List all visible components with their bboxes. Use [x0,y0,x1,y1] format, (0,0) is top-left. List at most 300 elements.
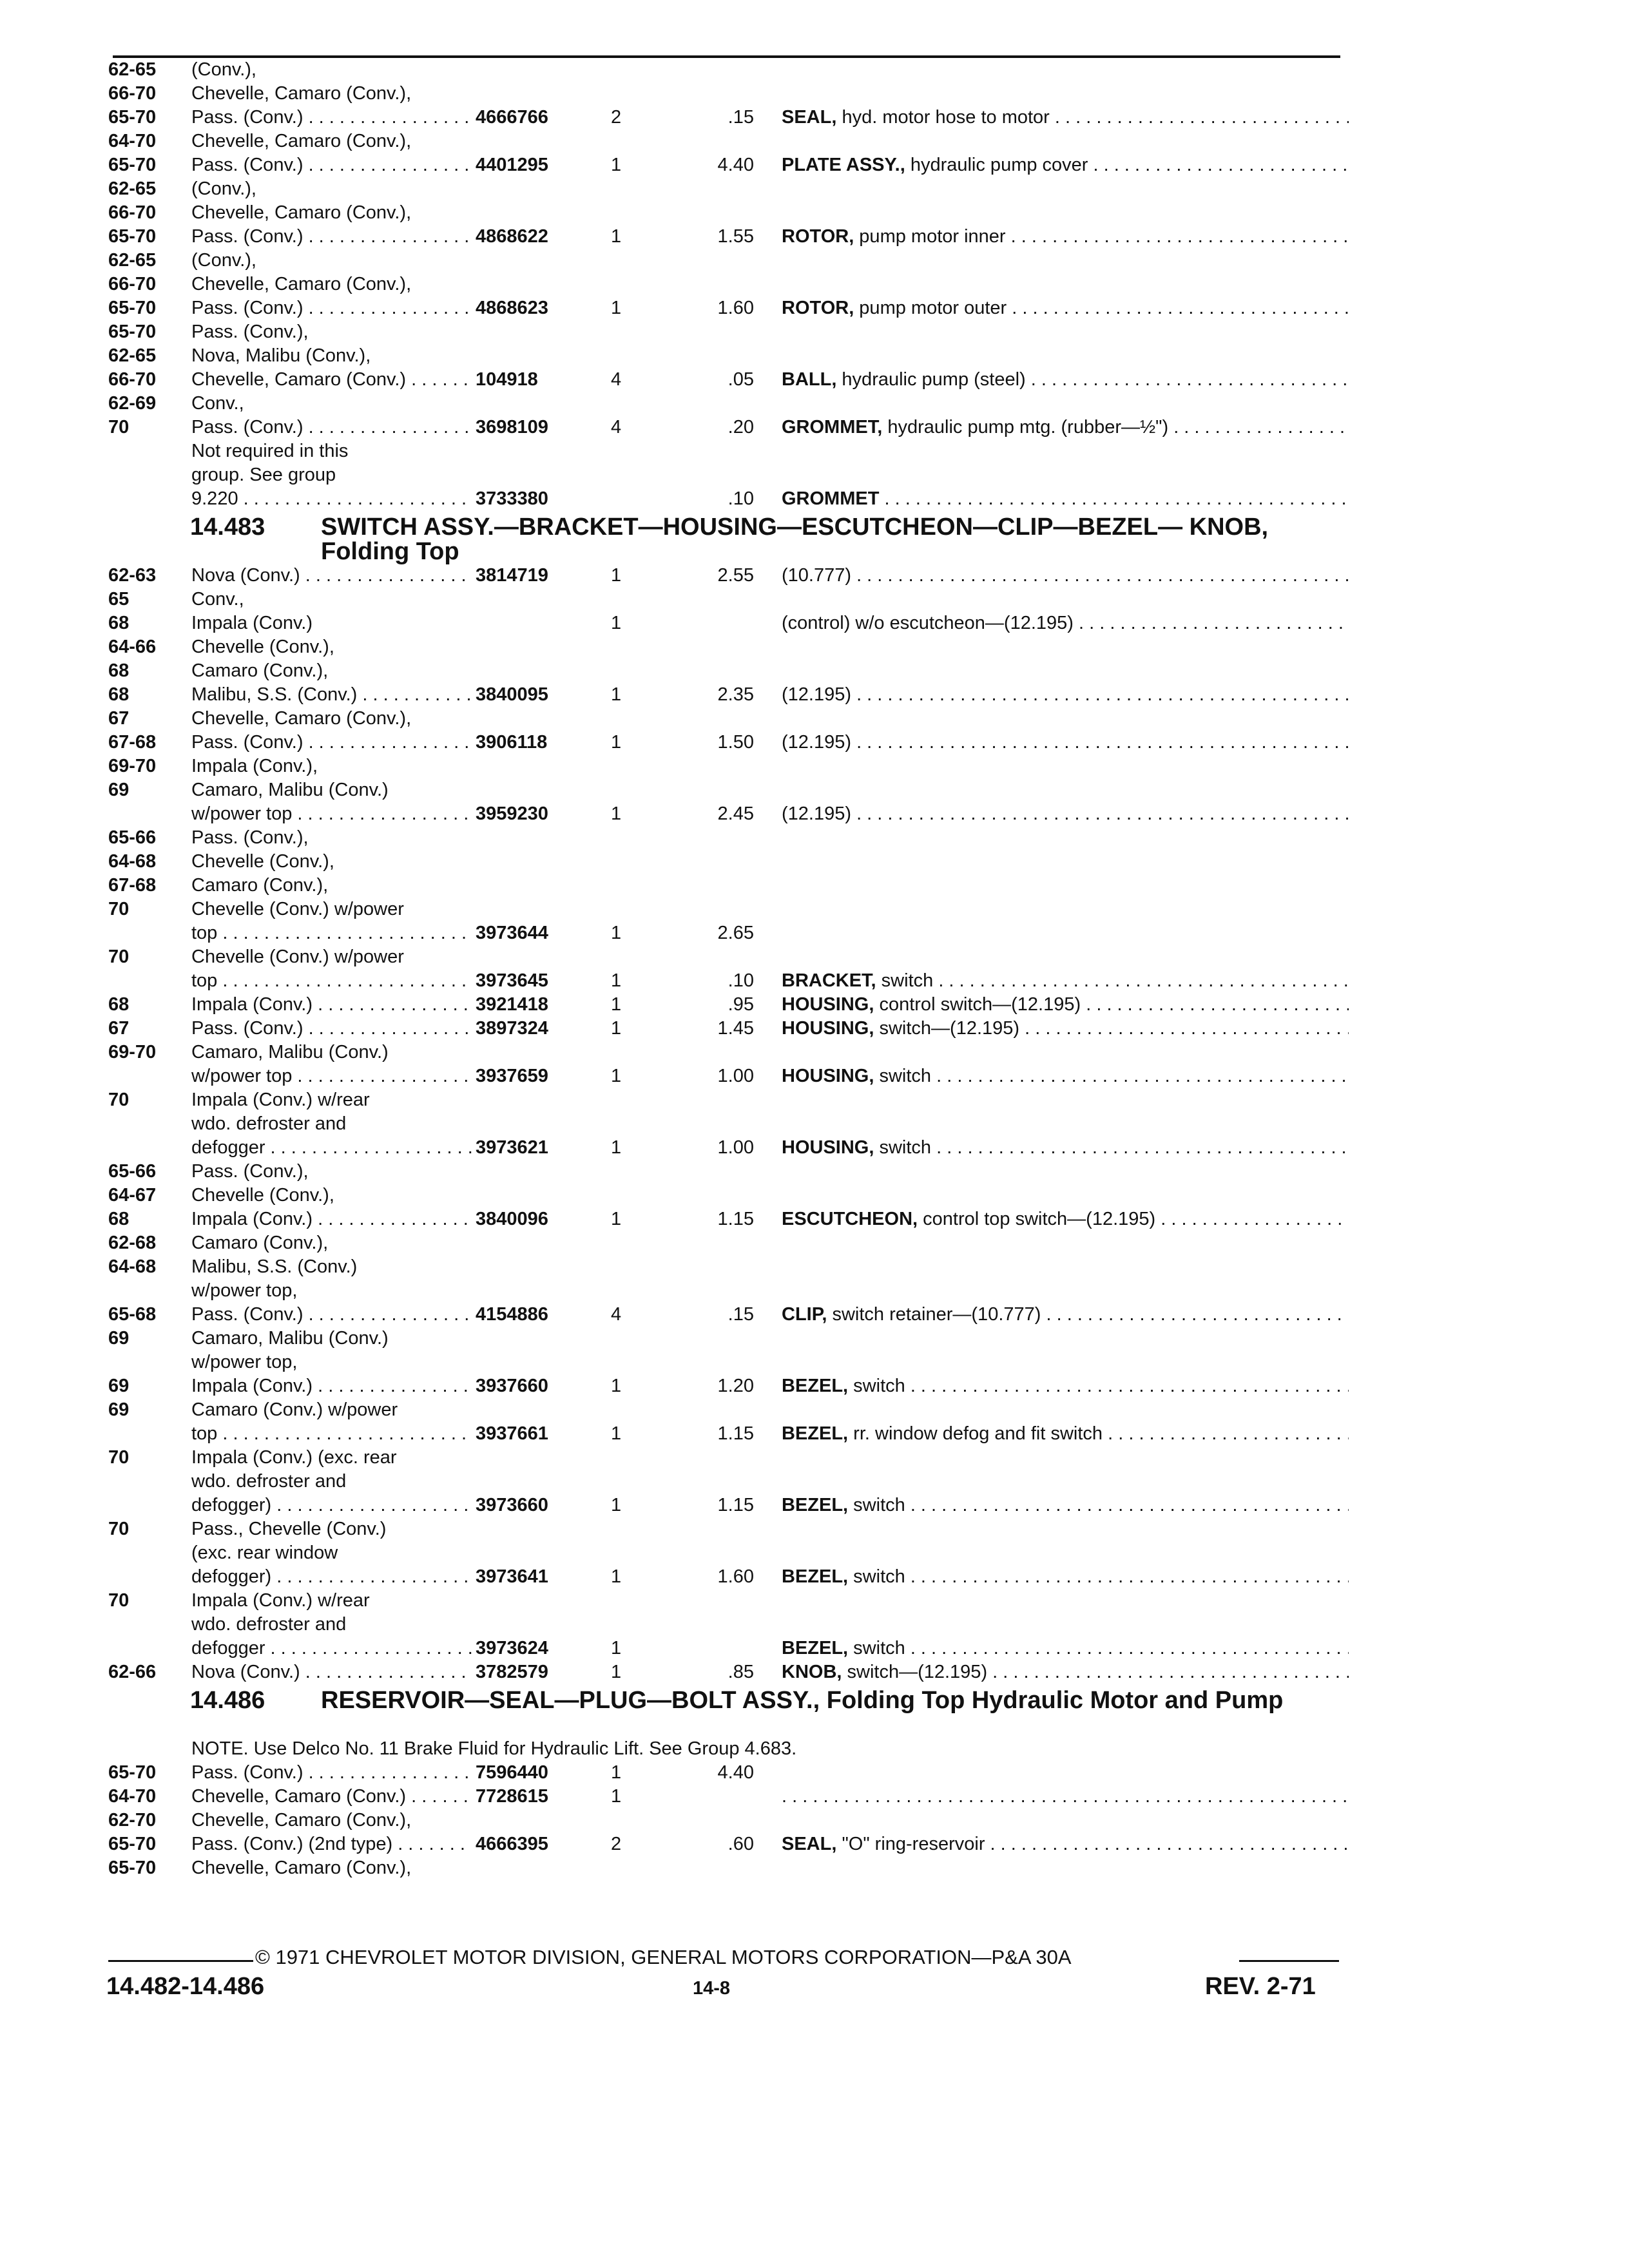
model-year: 65-70 [108,1858,157,1878]
model-year: 65-66 [108,827,157,848]
list-item [0,1446,1629,1470]
model-year: 68 [108,684,130,705]
part-detail: switch—(12.195) [874,1018,1020,1039]
model-year: 62-70 [108,1810,157,1831]
list-item [0,1856,1629,1880]
model-application: Impala (Conv.) . . . [191,1374,472,1398]
model-application: Impala (Conv.) [191,613,313,633]
price: .15 [728,1304,754,1325]
model-application: Chevelle, Camaro (Conv.), [191,274,412,294]
model-application: defogger . . . [191,1136,472,1160]
model-year: 70 [108,947,130,967]
list-item [0,273,1629,296]
quantity: 1 [611,613,622,633]
part-detail: switch [876,970,934,991]
list-item [0,1613,1629,1637]
quantity: 1 [611,1662,622,1682]
quantity: 1 [611,1209,622,1229]
part-number: 7728615 [476,1786,548,1807]
quantity: 1 [611,1638,622,1658]
part-number: 3973641 [476,1566,548,1587]
model-application: Chevelle, Camaro (Conv.), [191,202,412,223]
model-year: 62-65 [108,345,157,366]
list-item [0,802,1629,826]
quantity: 1 [611,1762,622,1783]
model-year: 65-70 [108,226,157,247]
list-item [0,1279,1629,1303]
quantity: 1 [611,923,622,943]
part-description [782,368,1349,392]
list-item [0,225,1629,249]
list-item [0,588,1629,611]
price: 1.15 [717,1495,754,1515]
part-description [782,1660,1349,1684]
copyright-text: © 1971 CHEVROLET MOTOR DIVISION, GENERAL MOTORS CORPORATION—P&A 30A [255,1946,1072,1968]
parts-list [0,58,1629,1880]
part-description [782,802,1349,826]
model-application: Chevelle (Conv.), [191,637,334,657]
list-item [0,635,1629,659]
part-description [782,1017,1349,1041]
list-item [0,1785,1629,1809]
group-number: 14.483 [190,514,265,541]
price: 1.50 [717,732,754,753]
part-detail: (10.777) [782,565,852,586]
footer-rule-right [1239,1960,1339,1962]
list-item [0,1231,1629,1255]
quantity: 2 [611,107,622,128]
part-description [782,1303,1349,1327]
model-year: 65-66 [108,1161,157,1182]
model-year: 62-63 [108,565,157,586]
part-number: 3937660 [476,1376,548,1396]
model-application: w/power top, [191,1352,298,1372]
model-year: 64-68 [108,851,157,872]
list-item [0,1160,1629,1184]
price: 1.55 [717,226,754,247]
quantity: 1 [611,994,622,1015]
model-year: 62-68 [108,1233,157,1253]
list-item [0,1761,1629,1785]
list-item [0,1327,1629,1350]
quantity: 1 [611,565,622,586]
model-year: 65-68 [108,1304,157,1325]
model-year: 69-70 [108,1042,157,1062]
part-description [782,1832,1349,1856]
entries-reservoir [0,1761,1629,1880]
part-number: 3973660 [476,1495,548,1515]
model-year: 67-68 [108,732,157,753]
part-description [782,564,1349,588]
list-item [0,1422,1629,1446]
price: .10 [728,970,754,991]
part-number: 4401295 [476,155,548,175]
list-item [0,874,1629,898]
model-application: Chevelle, Camaro (Conv.), [191,708,412,729]
part-description [782,1207,1349,1231]
model-application: top . . . [191,969,472,993]
part-detail: hyd. motor hose to motor [836,107,1050,128]
part-detail: switch [848,1566,905,1587]
part-description [782,611,1349,635]
model-application: defogger . . . [191,1637,472,1660]
part-number: 3840095 [476,684,548,705]
list-item [0,1660,1629,1684]
model-application: Conv., [191,393,244,414]
part-number: 3782579 [476,1662,548,1682]
model-application: Nova (Conv.) . . . [191,564,472,588]
part-number: 4154886 [476,1304,548,1325]
model-year: 69 [108,1376,130,1396]
part-detail: pump motor inner [854,226,1006,247]
list-item [0,1374,1629,1398]
part-detail: (12.195) [782,732,852,753]
model-year: 69-70 [108,756,157,776]
model-application: Pass. (Conv.), [191,322,309,342]
list-item [0,368,1629,392]
model-application: w/power top, [191,1280,298,1301]
model-application: Impala (Conv.) w/rear [191,1090,370,1110]
list-item [0,1041,1629,1064]
model-application: wdo. defroster and [191,1471,347,1492]
model-year: 70 [108,1590,130,1611]
model-year: 65-70 [108,107,157,128]
quantity: 1 [611,803,622,824]
part-number: 3973621 [476,1137,548,1158]
group-title: SWITCH ASSY.—BRACKET—HOUSING—ESCUTCHEON—CLIP—BEZEL— KNOB, Folding Top [321,514,1269,565]
part-description [782,1064,1349,1088]
model-application: Chevelle, Camaro (Conv.), [191,1858,412,1878]
model-year: 66-70 [108,274,157,294]
model-application: top . . . [191,1422,472,1446]
price: .60 [728,1834,754,1854]
part-number: 3897324 [476,1018,548,1039]
price: .15 [728,107,754,128]
model-application: 9.220 . . . [191,487,472,511]
price: 2.35 [717,684,754,705]
part-name: BEZEL, [782,1638,849,1658]
model-year: 64-66 [108,637,157,657]
list-item [0,1350,1629,1374]
part-detail: hydraulic pump mtg. (rubber—½") [882,417,1169,437]
model-year: 62-65 [108,178,157,199]
part-description [782,1374,1349,1398]
model-application: Pass. (Conv.) . . . [191,1017,472,1041]
part-description [782,731,1349,754]
part-description [782,683,1349,707]
part-description [782,225,1349,249]
part-number: 3733380 [476,488,548,509]
price: 1.00 [717,1137,754,1158]
part-description [782,296,1349,320]
model-application: Pass. (Conv.) (2nd type) . . . [191,1832,472,1856]
part-detail: pump motor outer [854,298,1007,318]
part-number: 3973645 [476,970,548,991]
model-year: 67-68 [108,875,157,896]
price: .95 [728,994,754,1015]
part-number: 3840096 [476,1209,548,1229]
list-item [0,826,1629,850]
quantity: 1 [611,155,622,175]
model-application: Chevelle, Camaro (Conv.) . . . [191,1785,472,1809]
part-detail: (control) w/o escutcheon—(12.195) [782,613,1074,633]
part-detail: hydraulic pump cover [905,155,1088,175]
model-application: (Conv.), [191,59,256,80]
quantity: 1 [611,970,622,991]
quantity: 1 [611,732,622,753]
list-item [0,659,1629,683]
list-item [0,945,1629,969]
model-application: Impala (Conv.) (exc. rear [191,1447,397,1468]
model-application: group. See group [191,465,336,485]
part-number: 4868622 [476,226,548,247]
page-number: 14-8 [693,1978,731,1999]
model-year: 65-70 [108,322,157,342]
quantity: 1 [611,1495,622,1515]
model-application: Malibu, S.S. (Conv.) [191,1256,358,1277]
price: .10 [728,488,754,509]
model-year: 65-70 [108,155,157,175]
group-heading [0,1684,1629,1732]
model-application: Chevelle, Camaro (Conv.), [191,1810,412,1831]
part-description [782,487,1349,511]
list-item [0,921,1629,945]
note-text: NOTE. Use Delco No. 11 Brake Fluid for Hydraulic Lift. See Group 4.683. [191,1738,797,1759]
model-application: Impala (Conv.), [191,756,318,776]
part-detail: switch retainer—(10.777) [827,1304,1041,1325]
model-application: Chevelle (Conv.), [191,1185,334,1206]
part-name: SEAL, [782,1834,837,1854]
part-detail: "O" ring-reservoir [836,1834,985,1854]
group-number: 14.486 [190,1687,265,1714]
price: 1.15 [717,1209,754,1229]
list-item [0,1398,1629,1422]
model-application: Pass. (Conv.) . . . [191,106,472,130]
model-application: Pass. (Conv.), [191,1161,309,1182]
list-item [0,611,1629,635]
list-item [0,1255,1629,1279]
model-application: Chevelle (Conv.), [191,851,334,872]
part-name: ESCUTCHEON, [782,1209,918,1229]
part-name: BALL, [782,369,837,390]
list-item [0,969,1629,993]
list-item [0,683,1629,707]
price: 1.60 [717,1566,754,1587]
model-application: Pass. (Conv.) . . . [191,731,472,754]
price: 1.60 [717,298,754,318]
part-detail: switch [848,1495,905,1515]
model-application: Impala (Conv.) w/rear [191,1590,370,1611]
part-name: SEAL, [782,107,837,128]
list-item [0,1494,1629,1517]
model-year: 66-70 [108,369,157,390]
part-detail: switch [874,1066,932,1086]
list-item [0,707,1629,731]
quantity: 1 [611,1018,622,1039]
part-name: HOUSING, [782,1066,874,1086]
list-item [0,1184,1629,1207]
model-application: Impala (Conv.) . . . [191,1207,472,1231]
model-year: 70 [108,1519,130,1539]
part-detail: switch—(12.195) [842,1662,988,1682]
part-detail: switch [848,1376,905,1396]
model-year: 62-65 [108,250,157,271]
list-item [0,153,1629,177]
model-year: 64-70 [108,131,157,151]
quantity: 1 [611,1566,622,1587]
quantity: 1 [611,1066,622,1086]
model-application: Pass. (Conv.) . . . [191,225,472,249]
model-application: Pass. (Conv.) . . . [191,153,472,177]
model-application: (exc. rear window [191,1542,338,1563]
model-application: Malibu, S.S. (Conv.) . . . [191,683,472,707]
part-number: 3814719 [476,565,548,586]
quantity: 1 [611,1423,622,1444]
model-application: Pass. (Conv.) . . . [191,296,472,320]
model-year: 66-70 [108,83,157,104]
part-number: 3698109 [476,417,548,437]
quantity: 1 [611,1376,622,1396]
part-description [782,153,1349,177]
list-item [0,778,1629,802]
list-item [0,1303,1629,1327]
model-application: Nova, Malibu (Conv.), [191,345,371,366]
list-item [0,731,1629,754]
part-name: HOUSING, [782,994,874,1015]
model-application: Camaro, Malibu (Conv.) [191,1328,389,1349]
part-detail: switch [874,1137,932,1158]
revision: REV. 2-71 [1205,1973,1316,2000]
model-application: Pass. (Conv.), [191,827,309,848]
part-detail: (12.195) [782,684,852,705]
part-description [782,1136,1349,1160]
model-year: 70 [108,1447,130,1468]
model-year: 64-68 [108,1256,157,1277]
part-name: BEZEL, [782,1566,849,1587]
list-item [0,201,1629,225]
model-year: 62-66 [108,1662,157,1682]
list-item [0,1136,1629,1160]
model-application: defogger) . . . [191,1494,472,1517]
part-detail: hydraulic pump (steel) [836,369,1026,390]
price: 1.15 [717,1423,754,1444]
model-application: Camaro (Conv.), [191,1233,329,1253]
part-name: BEZEL, [782,1423,849,1444]
model-year: 68 [108,994,130,1015]
entries-continued [0,58,1629,511]
note-row [0,1737,1629,1761]
list-item [0,1017,1629,1041]
part-description [782,1637,1349,1660]
part-description [782,993,1349,1017]
part-name: HOUSING, [782,1137,874,1158]
model-application: Nova (Conv.) . . . [191,1660,472,1684]
group-title: RESERVOIR—SEAL—PLUG—BOLT ASSY., Folding Top Hydraulic Motor and Pump [321,1687,1284,1714]
quantity: 4 [611,1304,622,1325]
quantity: 4 [611,417,622,437]
part-name: BEZEL, [782,1376,849,1396]
model-year: 65-70 [108,1762,157,1783]
model-application: wdo. defroster and [191,1614,347,1635]
list-item [0,1589,1629,1613]
price: 4.40 [717,155,754,175]
quantity: 1 [611,1786,622,1807]
model-application: Camaro (Conv.) w/power [191,1399,398,1420]
part-number: 4666766 [476,107,548,128]
part-description [782,106,1349,130]
part-name: ROTOR, [782,226,854,247]
list-item [0,1832,1629,1856]
model-application: Pass. (Conv.) . . . [191,1761,472,1785]
model-year: 67 [108,708,130,729]
part-name: ROTOR, [782,298,854,318]
price: 2.45 [717,803,754,824]
model-year: 62-65 [108,59,157,80]
part-name: BRACKET, [782,970,876,991]
list-item [0,1207,1629,1231]
model-application: top . . . [191,921,472,945]
model-year: 66-70 [108,202,157,223]
quantity: 1 [611,226,622,247]
quantity: 1 [611,1137,622,1158]
list-item [0,416,1629,439]
part-name: PLATE ASSY., [782,155,905,175]
part-number: 3973624 [476,1638,548,1658]
model-application: Camaro, Malibu (Conv.) [191,780,389,800]
quantity: 4 [611,369,622,390]
list-item [0,1809,1629,1832]
part-detail: control top switch—(12.195) [918,1209,1156,1229]
model-application: Chevelle, Camaro (Conv.), [191,131,412,151]
part-name: GROMMET, [782,417,883,437]
list-item [0,463,1629,487]
price: 1.00 [717,1066,754,1086]
model-application: Camaro (Conv.), [191,660,329,681]
part-description [782,1565,1349,1589]
model-application: Chevelle, Camaro (Conv.) . . . [191,368,472,392]
model-year: 70 [108,417,130,437]
list-item [0,1517,1629,1541]
part-number: 3959230 [476,803,548,824]
model-application: wdo. defroster and [191,1113,347,1134]
model-year: 65 [108,589,130,610]
model-year: 64-70 [108,1786,157,1807]
part-detail: rr. window defog and fit switch [848,1423,1103,1444]
price: 1.20 [717,1376,754,1396]
group-range: 14.482-14.486 [106,1973,265,2000]
model-application: Camaro (Conv.), [191,875,329,896]
part-description [782,416,1349,439]
group-heading [0,511,1629,565]
list-item [0,1470,1629,1494]
list-item [0,106,1629,130]
price: .05 [728,369,754,390]
model-application: defogger) . . . [191,1565,472,1589]
list-item [0,58,1629,82]
part-name: HOUSING, [782,1018,874,1039]
model-application: Chevelle (Conv.) w/power [191,899,404,919]
part-name: BEZEL, [782,1495,849,1515]
part-description [782,1422,1349,1446]
part-number: 104918 [476,369,538,390]
list-item [0,850,1629,874]
list-item [0,754,1629,778]
list-item [0,1112,1629,1136]
model-application: (Conv.), [191,178,256,199]
model-year: 65-70 [108,1834,157,1854]
model-year: 68 [108,1209,130,1229]
part-number: 3973644 [476,923,548,943]
